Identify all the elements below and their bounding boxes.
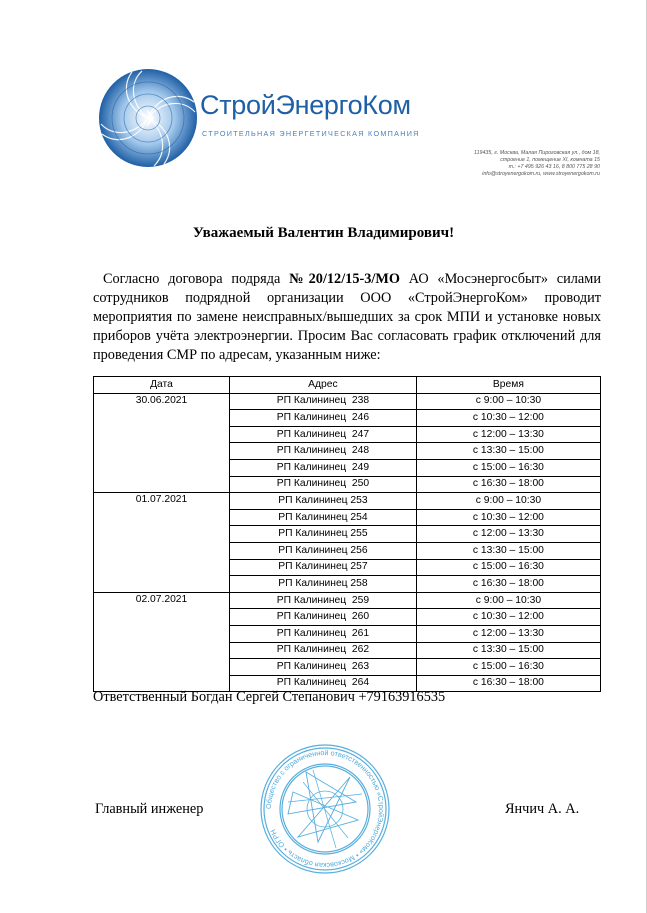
contact-line: info@stroyenergokom.ru, www.stroyenergokom.ru — [482, 171, 600, 177]
cell-time: с 10:30 – 12:00 — [416, 410, 600, 427]
cell-date: 02.07.2021 — [94, 592, 230, 692]
greeting: Уважаемый Валентин Владимирович! — [192, 225, 455, 241]
cell-address: РП Калининец 256 — [229, 542, 416, 559]
contract-number: №20/12/15-3/МО — [289, 271, 400, 287]
table-row — [94, 393, 601, 410]
cell-address: РП Калининец 247 — [229, 426, 416, 443]
cell-time: с 10:30 – 12:00 — [416, 609, 600, 626]
cell-time: с 12:00 – 13:30 — [416, 625, 600, 642]
schedule-table — [93, 376, 601, 692]
header-date: Дата — [94, 377, 230, 394]
cell-time: с 13:30 – 15:00 — [416, 443, 600, 460]
contact-line: т.: +7 495 926 43 16, 8 800 775 28 90 — [508, 164, 600, 170]
cell-time: с 12:00 – 13:30 — [416, 426, 600, 443]
signatory-name: Янчич А. А. — [505, 801, 580, 817]
cell-address: РП Калининец 249 — [229, 459, 416, 476]
cell-time: с 15:00 – 16:30 — [416, 459, 600, 476]
cell-address: РП Калининец 246 — [229, 410, 416, 427]
cell-time: с 16:30 – 18:00 — [416, 576, 600, 593]
body-text-start: Согласно договора подряда — [103, 271, 290, 287]
contact-line: строение 1, помещение XI, комната 15 — [500, 157, 600, 163]
company-name: СтройЭнергоКом — [200, 90, 411, 120]
cell-time: с 9:00 – 10:30 — [416, 592, 600, 609]
cell-address: РП Калининец 250 — [229, 476, 416, 493]
cell-address: РП Калининец 255 — [229, 526, 416, 543]
cell-address: РП Калининец 262 — [229, 642, 416, 659]
cell-address: РП Калининец 258 — [229, 576, 416, 593]
responsible-person: Ответственный Богдан Сергей Степанович +79163916535 — [93, 689, 446, 705]
table-row — [94, 493, 601, 510]
cell-address: РП Калининец 257 — [229, 559, 416, 576]
letter-body — [93, 270, 601, 365]
table-header-row — [94, 377, 601, 394]
cell-time: с 12:00 – 13:30 — [416, 526, 600, 543]
cell-address: РП Калининец 254 — [229, 509, 416, 526]
contact-line: 119435, г. Москва, Малая Пироговская ул., дом 18, — [474, 150, 600, 156]
stamp-text: Общество с ограниченной ответственностью «СтройЭнергоКом» • Московская область • ОГРН — [263, 747, 387, 871]
cell-time: с 15:00 – 16:30 — [416, 659, 600, 676]
cell-address: РП Калининец 264 — [229, 675, 416, 692]
cell-address: РП Калининец 263 — [229, 659, 416, 676]
cell-time: с 9:00 – 10:30 — [416, 393, 600, 410]
cell-time: с 10:30 – 12:00 — [416, 509, 600, 526]
cell-time: с 15:00 – 16:30 — [416, 559, 600, 576]
cell-time: с 9:00 – 10:30 — [416, 493, 600, 510]
cell-address: РП Калининец 253 — [229, 493, 416, 510]
cell-address: РП Калининец 261 — [229, 625, 416, 642]
company-contacts — [400, 150, 600, 178]
schedule-body — [94, 393, 601, 692]
cell-time: с 13:30 – 15:00 — [416, 642, 600, 659]
header-address: Адрес — [229, 377, 416, 394]
cell-time: с 13:30 – 15:00 — [416, 542, 600, 559]
cell-date: 01.07.2021 — [94, 493, 230, 593]
company-logo-icon — [98, 68, 198, 168]
company-stamp — [258, 742, 392, 876]
cell-time: с 16:30 – 18:00 — [416, 476, 600, 493]
cell-time: с 16:30 – 18:00 — [416, 675, 600, 692]
cell-address: РП Калининец 238 — [229, 393, 416, 410]
cell-address: РП Калининец 248 — [229, 443, 416, 460]
cell-address: РП Калининец 259 — [229, 592, 416, 609]
table-row — [94, 592, 601, 609]
header-time: Время — [416, 377, 600, 394]
cell-address: РП Калининец 260 — [229, 609, 416, 626]
company-tagline: СТРОИТЕЛЬНАЯ ЭНЕРГЕТИЧЕСКАЯ КОМПАНИЯ — [202, 129, 420, 138]
cell-date: 30.06.2021 — [94, 393, 230, 493]
body-text-end: АО «Мосэнергосбыт» силами сотрудников подрядной организации ООО «СтройЭнергоКом» проводит мероприятия по замене неисправных/вышедших за срок МПИ и установке новых приборов учёта электроэнергии. Просим Вас согласовать график отключений для проведения СМР по адресам, указанным ниже: — [93, 271, 601, 363]
signatory-title: Главный инженер — [95, 801, 204, 817]
